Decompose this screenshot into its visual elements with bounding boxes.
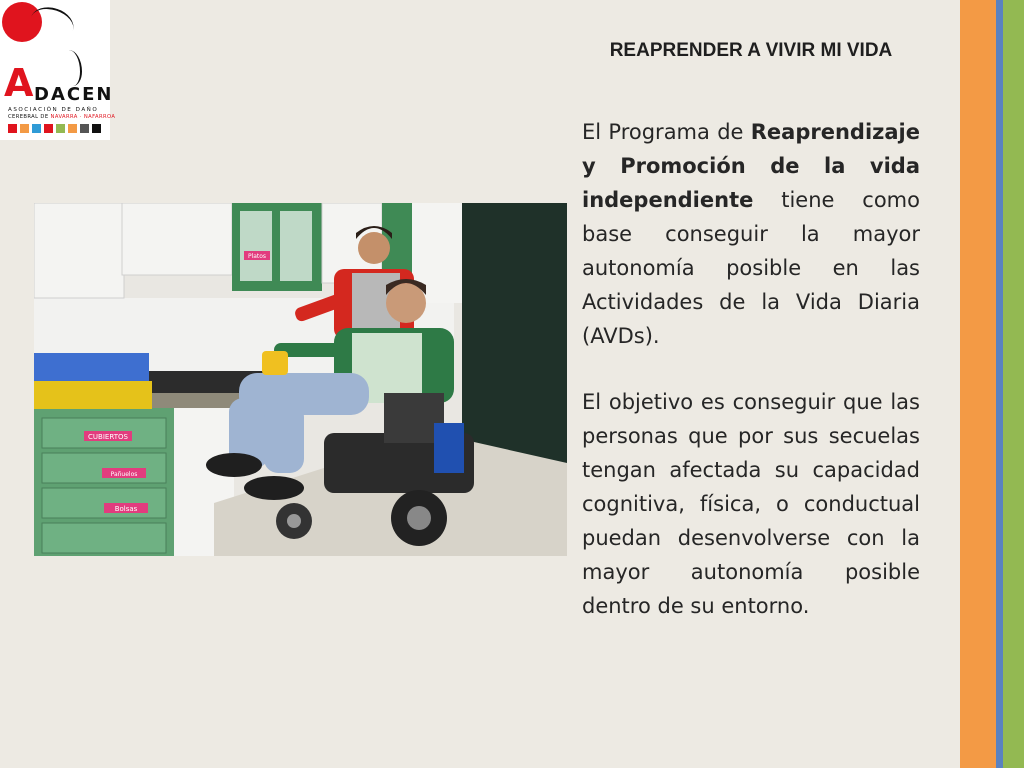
slide-body: [582, 115, 920, 655]
photo-label-cubiertos: CUBIERTOS: [88, 433, 128, 441]
photo-label-bolsas: Bolsas: [114, 505, 138, 513]
paragraph-program: [582, 115, 920, 353]
kitchen-wheelchair-photo: [34, 203, 567, 556]
logo-swatch-7: [92, 124, 101, 133]
logo-swatch-6: [80, 124, 89, 133]
logo-letter-a: A: [4, 61, 34, 105]
logo-subtitle-line2: [8, 115, 115, 120]
logo-swatch-3: [44, 124, 53, 133]
photo-label-panuelos: Pañuelos: [110, 471, 138, 478]
decorative-bar-orange: [960, 0, 996, 768]
logo-swatch-2: [32, 124, 41, 133]
logo-head-profile: [60, 50, 82, 86]
logo-subtitle-line2-b: NAVARRA · NAFARROA: [50, 114, 116, 120]
paragraph-program-rest: tiene como base conseguir la mayor autonomía posible en las Actividades de la Vida Diaria (AVDs).: [582, 188, 920, 348]
decorative-bar-blue: [996, 0, 1003, 768]
photo-label-platos: Platos: [247, 253, 267, 260]
decorative-bar-green: [1003, 0, 1024, 768]
logo-color-swatches: [8, 124, 101, 133]
logo-wordmark: DACEN: [34, 84, 114, 105]
slide-title: REAPRENDER A VIVIR MI VIDA: [609, 40, 893, 61]
logo-swatch-4: [56, 124, 65, 133]
logo-subtitle-line1: ASOCIACIÓN DE DAÑO: [8, 107, 99, 113]
logo-subtitle-line2-a: CEREBRAL DE: [8, 114, 51, 120]
adacen-logo: [0, 0, 116, 140]
logo-swatch-0: [8, 124, 17, 133]
logo-swatch-5: [68, 124, 77, 133]
paragraph-objective: El objetivo es conseguir que las personas que por sus secuelas tengan afectada su capacidad cognitiva, física, o conductual puedan desenvolverse con la mayor autonomía posible dentro de su entorno.: [582, 390, 920, 618]
logo-swatch-1: [20, 124, 29, 133]
paragraph-program-intro: El Programa de: [582, 120, 751, 144]
program-name-bold: Reaprendizaje y Promoción de la vida independiente: [582, 120, 920, 212]
